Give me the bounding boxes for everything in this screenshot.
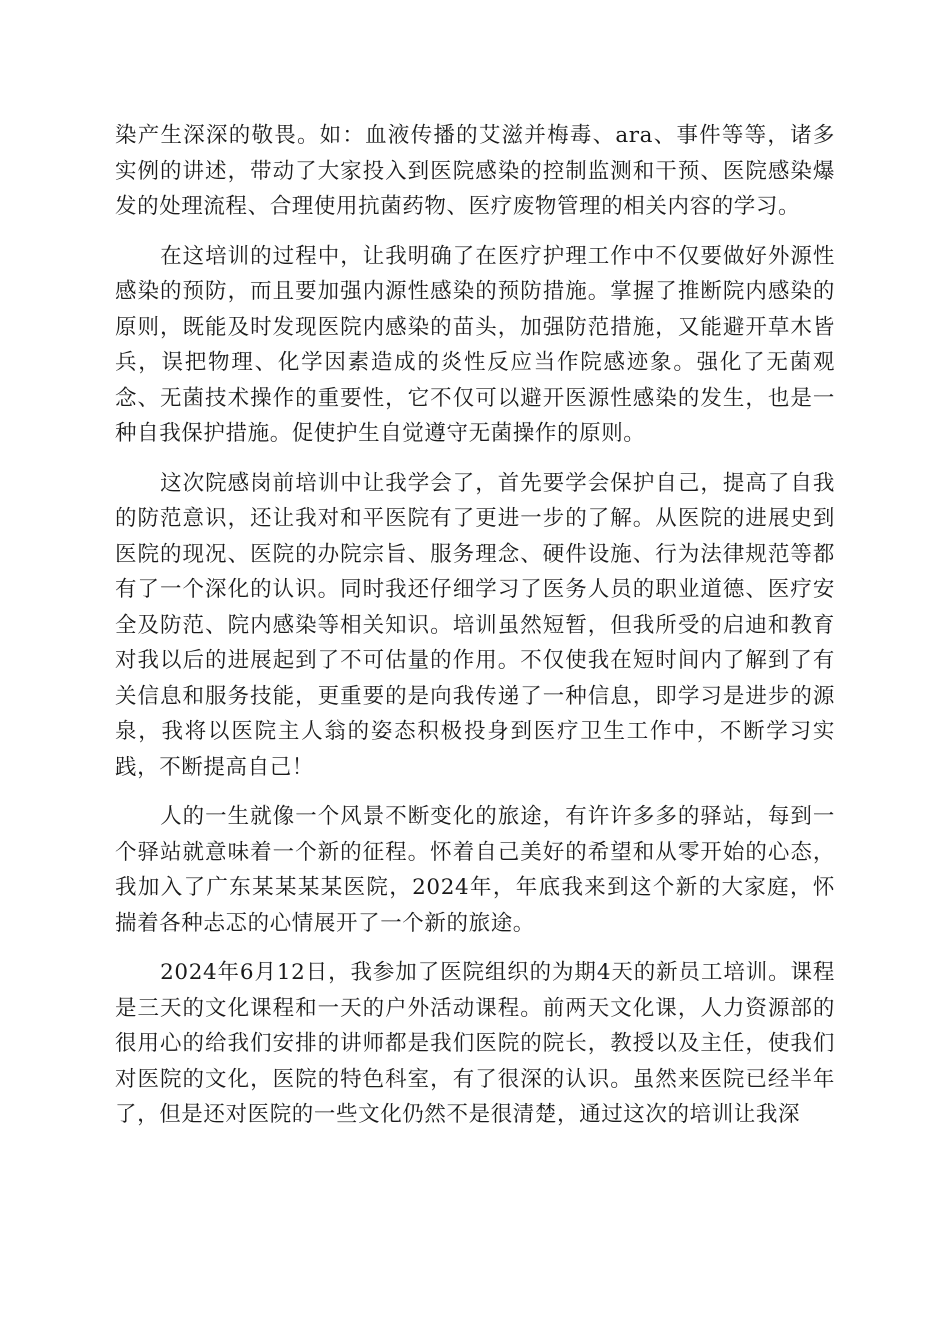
paragraph-continuation: 染产生深深的敬畏。如：血液传播的艾滋并梅毒、ara、事件等等，诸多实例的讲述，带动了大家投入到医院感染的控制监测和干预、医院感染爆发的处理流程、合理使用抗菌药物、医疗废物管理的相关内容的学习。 — [115, 123, 835, 219]
paragraph-new-staff-training: 2024年6月12日，我参加了医院组织的为期4天的新员工培训。课程是三天的文化课程和一天的户外活动课程。前两天文化课，人力资源部的很用心的给我们安排的讲师都是我们医院的院长，教授以及主任，使我们对医院的文化，医院的特色科室，有了很深的认识。虽然来医院已经半年了，但是还对医院的一些文化仍然不是很清楚，通过这次的培训让我深 — [115, 960, 835, 1127]
paragraph-life-journey: 人的一生就像一个风景不断变化的旅途，有许许多多的驿站，每到一个驿站就意味着一个新的征程。怀着自己美好的希望和从零开始的心态，我加入了广东某某某某医院，2024年，年底我来到这个新的大家庭，怀揣着各种忐忑的心情展开了一个新的旅途。 — [115, 804, 835, 936]
paragraph-training-lessons: 这次院感岗前培训中让我学会了，首先要学会保护自己，提高了自我的防范意识，还让我对和平医院有了更进一步的了解。从医院的进展史到医院的现况、医院的办院宗旨、服务理念、硬件设施、行为法律规范等都有了一个深化的认识。同时我还仔细学习了医务人员的职业道德、医疗安全及防范、院内感染等相关知识。培训虽然短暂，但我所受的启迪和教育对我以后的进展起到了不可估量的作用。不仅使我在短时间内了解到了有关信息和服务技能，更重要的是向我传递了一种信息，即学习是进步的源泉，我将以医院主人翁的姿态积极投身到医疗卫生工作中，不断学习实践，不断提高自己！ — [115, 470, 835, 780]
paragraph-infection-prevention: 在这培训的过程中，让我明确了在医疗护理工作中不仅要做好外源性感染的预防，而且要加强内源性感染的预防措施。掌握了推断院内感染的原则，既能及时发现医院内感染的苗头，加强防范措施，又能避开草木皆兵，误把物理、化学因素造成的炎性反应当作院感迹象。强化了无菌观念、无菌技术操作的重要性，它不仅可以避开医源性感染的发生，也是一种自我保护措施。促使护生自觉遵守无菌操作的原则。 — [115, 243, 835, 446]
document-body — [115, 118, 835, 1147]
